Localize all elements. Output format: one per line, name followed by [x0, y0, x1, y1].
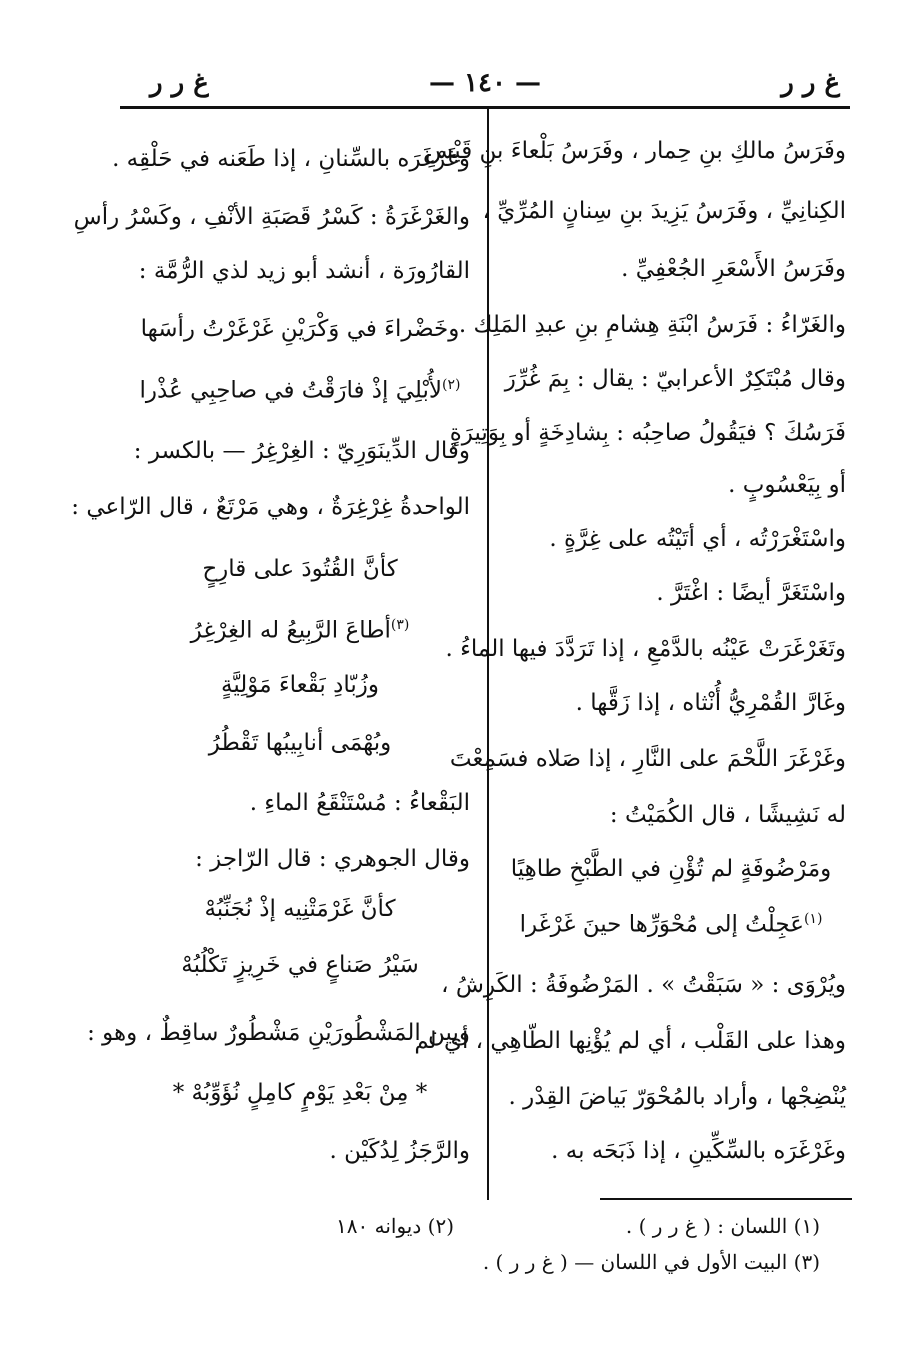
- text-line: وفَرَسُ مالكِ بنِ حِمار ، وفَرَسُ بَلْعاءَ بنِ قَيْسِ: [424, 138, 846, 164]
- text-line: وفَرَسُ الأَسْعَرِ الجُعْفِيِّ .: [621, 256, 846, 282]
- text-line: وغَرْغَرَ اللَّحْمَ على النَّارِ ، إذا صَلاه فسَمِعْتَ: [449, 746, 846, 772]
- verse-line: وزُبّادِ بَقْعاءَ مَوْلِيَّةٍ: [221, 672, 379, 698]
- text-line: واسْتَغْرَرْتُه ، أي أتَيْتُه على غِرَّةٍ .: [549, 526, 846, 552]
- text-line: الكِنانِيِّ ، وفَرَسُ يَزِيدَ بنِ سِنانٍ المُرِّيِّ ،: [482, 198, 846, 224]
- text-line: يُنْضِجْها ، وأراد بالمُحْوَرّ بَياضَ القِدْر .: [508, 1084, 846, 1110]
- page-number: — ١٤٠ —: [428, 68, 542, 98]
- header-rule: [120, 106, 850, 109]
- text-line: له نَشِيشًا ، قال الكُمَيْتُ :: [609, 802, 846, 828]
- verse-line: كأنَّ غَرْمَتْنِيه إذْ نُجَنِّبُهْ: [204, 896, 396, 922]
- verse-line: كأنَّ القُتُودَ على قارِحٍ: [202, 556, 398, 582]
- text-line: وقال مُبْتَكِرٌ الأعرابيّ : يقال : بِمَ غُرِّرَ: [504, 366, 846, 392]
- text-line: أو بِيَعْسُوبٍ .: [728, 472, 846, 498]
- text-line: والغَرّاءُ : فَرَسُ ابْنَةِ هِشامِ بنِ عبدِ المَلِك .: [458, 312, 846, 338]
- footnote-mark: (٢): [442, 377, 461, 393]
- page-header: [120, 62, 850, 106]
- text-line: وقال الجوهري : قال الرّاجز :: [195, 846, 470, 872]
- footnote-3: (٣) البيت الأول في اللسان — ( غ ر ر ) .: [482, 1250, 820, 1274]
- verse-line: * مِنْ بَعْدِ يَوْمٍ كامِلٍ نُؤَوِّبُهْ *: [172, 1080, 428, 1106]
- text-line: وغَرْغَرَه بالسِّنانِ ، إذا طَعَنه في حَلْقِه .: [112, 146, 470, 172]
- verse-line: وخَضْراءَ في وَكْرَيْنِ غَرْغَرْتُ رأسَها: [140, 316, 460, 342]
- text-line: وغَرْغَرَه بالسِّكِّينِ ، إذا ذَبَحَه به .: [551, 1138, 846, 1164]
- text-line: فَرَسُكَ ؟ فيَقُولُ صاحِبُه : بِشادِخَةٍ أو بِوَتِيرَةٍ: [449, 420, 846, 446]
- verse-text: لأُبْلِيَ إذْ فارَقْتُ في صاحِبِي عُذْرا: [139, 377, 443, 404]
- verse-line: وبُهْمَى أنابِيبُها تَقْطُرُ: [208, 730, 392, 756]
- footnote-rule: [600, 1198, 852, 1200]
- text-line: الواحدةُ غِرْغِرَةٌ ، وهي مَرْتَعٌ ، قال الرّاعي :: [71, 494, 470, 520]
- footnote-1: (١) اللسان : ( غ ر ر ) .: [625, 1214, 820, 1238]
- text-line: القارُورَة ، أنشد أبو زيد لذي الرُّمَّة :: [138, 258, 470, 284]
- text-line: وقال الدِّينَوَرِيّ : الغِرْغِرُ — بالكسر :: [133, 438, 470, 464]
- verse-line: [130, 378, 470, 408]
- verse-text: أطاعَ الرَّبِيعُ له الغِرْغِرُ: [190, 617, 391, 644]
- text-line: واسْتَغَرَّ أيضًا : اغْتَرَّ .: [656, 580, 846, 606]
- header-root-left: غ ر ر: [150, 68, 209, 98]
- footnote-2: (٢) ديوانه ١٨٠: [336, 1214, 454, 1238]
- footnote-mark: (١): [803, 911, 823, 927]
- text-line: وغَارَّ القُمْرِيُّ أُنْثاه ، إذا زَقَّها .: [575, 690, 846, 716]
- text-line: والغَرْغَرَةُ : كَسْرُ قَصَبَةِ الأنْفِ ، وكَسْرُ رأسِ: [73, 204, 470, 230]
- verse-line: [496, 912, 846, 942]
- text-line: والرَّجَزُ لِدُكَيْن .: [329, 1138, 470, 1164]
- text-line: وتَغَرْغَرَتْ عَيْنُه بالدَّمْعِ ، إذا تَرَدَّدَ فيها الماءُ .: [445, 636, 846, 662]
- header-root-right: غ ر ر: [781, 68, 840, 98]
- text-line: وبين المَشْطُورَيْنِ مَشْطُورٌ ساقِطٌ ، وهو :: [87, 1020, 470, 1046]
- verse-line: ومَرْضُوفَةٍ لم تُؤْنِ في الطَّبْخِ طاهِيًا: [510, 856, 832, 882]
- verse-text: عَجِلْتُ إلى مُحْوَرِّها حينَ غَرْغَرا: [519, 911, 804, 938]
- footnote-mark: (٣): [390, 617, 410, 633]
- text-line: وهذا على القَلْب ، أي لم يُؤْنِها الطّاهِي ، أي لم: [414, 1028, 846, 1054]
- text-line: ويُرْوَى : « سَبَقْتُ » . المَرْضُوفَةُ : الكَرِشُ ،: [441, 972, 846, 998]
- verse-line: [130, 618, 470, 648]
- verse-line: سَيْرُ صَناعٍ في خَرِيزٍ تَكْلُبُهْ: [181, 952, 419, 978]
- text-line: البَقْعاءُ : مُسْتَنْقَعُ الماءِ .: [249, 790, 470, 816]
